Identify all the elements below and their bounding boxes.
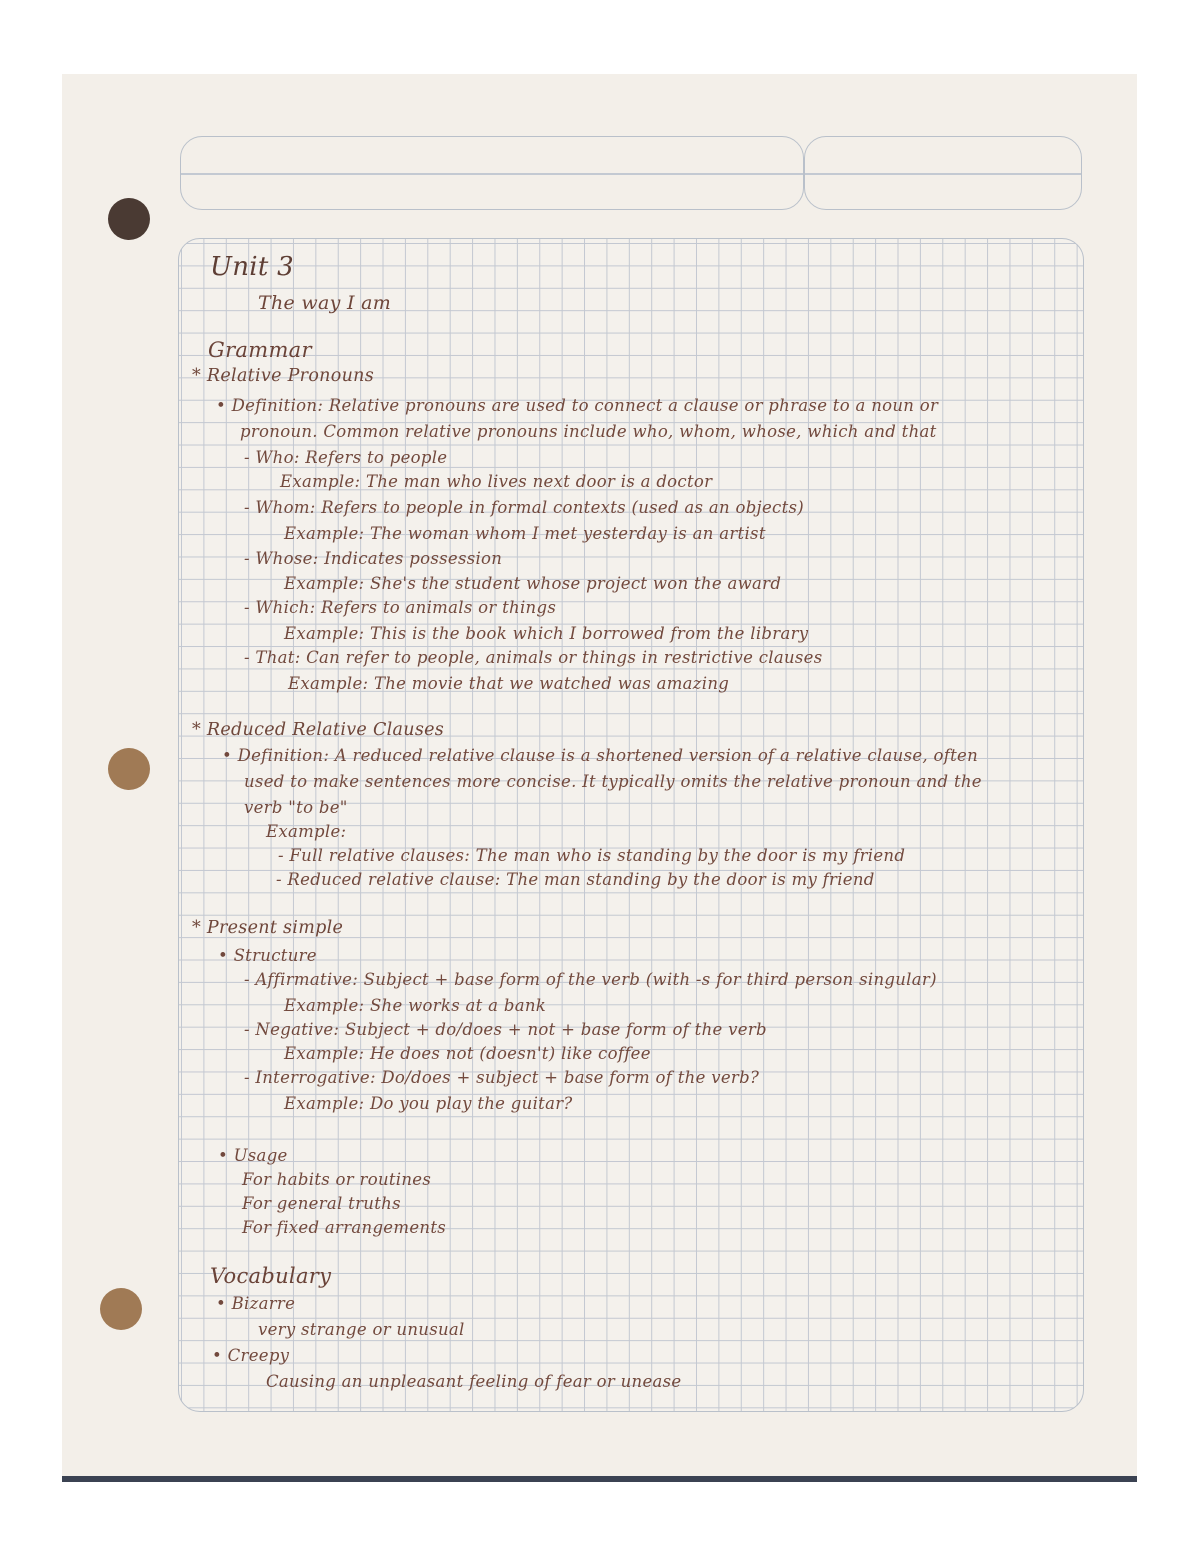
present-simple-heading: * Present simple: [192, 918, 344, 938]
grammar-heading: Grammar: [208, 338, 312, 362]
which-rule: - Which: Refers to animals or things: [244, 598, 557, 617]
page-edge-shadow: [62, 1476, 1137, 1482]
vocab-bizarre: • Bizarre: [216, 1294, 296, 1313]
vocab-bizarre-definition: very strange or unusual: [258, 1320, 465, 1339]
binder-hole-bottom: [100, 1288, 142, 1330]
unit-title: Unit 3: [210, 252, 295, 282]
header-rule: [805, 173, 1081, 175]
negative-rule: - Negative: Subject + do/does + not + base form of the verb: [244, 1020, 767, 1039]
vocabulary-heading: Vocabulary: [210, 1264, 332, 1288]
vocab-creepy-definition: Causing an unpleasant feeling of fear or unease: [266, 1372, 682, 1391]
which-example: Example: This is the book which I borrowed from the library: [284, 624, 809, 643]
whose-example: Example: She's the student whose project won the award: [284, 574, 782, 593]
reduced-relative-clause-example: - Reduced relative clause: The man standing by the door is my friend: [276, 870, 875, 889]
usage-habits: For habits or routines: [242, 1170, 432, 1189]
reduced-relative-definition-line-1: • Definition: A reduced relative clause is a shortened version of a relative clause, often: [222, 746, 979, 765]
reduced-relative-example-label: Example:: [266, 822, 347, 841]
whom-rule: - Whom: Refers to people in formal contexts (used as an objects): [244, 498, 805, 517]
reduced-relative-heading: * Reduced Relative Clauses: [192, 720, 445, 740]
header-rule: [181, 173, 803, 175]
relative-pronouns-definition-line-2: pronoun. Common relative pronouns include who, whom, whose, which and that: [240, 422, 937, 441]
whom-example: Example: The woman whom I met yesterday is an artist: [284, 524, 766, 543]
usage-label: • Usage: [218, 1146, 288, 1165]
binder-hole-middle: [108, 748, 150, 790]
vocab-creepy: • Creepy: [212, 1346, 290, 1365]
whose-rule: - Whose: Indicates possession: [244, 549, 503, 568]
reduced-relative-definition-line-3: verb "to be": [244, 798, 348, 817]
binder-hole-top: [108, 198, 150, 240]
that-example: Example: The movie that we watched was amazing: [288, 674, 730, 693]
interrogative-rule: - Interrogative: Do/does + subject + base form of the verb?: [244, 1068, 760, 1087]
who-example: Example: The man who lives next door is a doctor: [280, 472, 713, 491]
who-rule: - Who: Refers to people: [244, 448, 448, 467]
usage-general-truths: For general truths: [242, 1194, 401, 1213]
relative-pronouns-heading: * Relative Pronouns: [192, 366, 375, 386]
header-box-right: [804, 136, 1082, 210]
reduced-relative-definition-line-2: used to make sentences more concise. It typically omits the relative pronoun and the: [244, 772, 982, 791]
affirmative-example: Example: She works at a bank: [284, 996, 547, 1015]
header-box-left: [180, 136, 804, 210]
full-relative-clause-example: - Full relative clauses: The man who is standing by the door is my friend: [278, 846, 906, 865]
usage-fixed-arrangements: For fixed arrangements: [242, 1218, 447, 1237]
structure-label: • Structure: [218, 946, 317, 965]
affirmative-rule: - Affirmative: Subject + base form of the verb (with -s for third person singular): [244, 970, 937, 989]
that-rule: - That: Can refer to people, animals or things in restrictive clauses: [244, 648, 823, 667]
unit-subtitle: The way I am: [258, 292, 392, 314]
negative-example: Example: He does not (doesn't) like coffee: [284, 1044, 651, 1063]
interrogative-example: Example: Do you play the guitar?: [284, 1094, 573, 1113]
relative-pronouns-definition-line-1: • Definition: Relative pronouns are used to connect a clause or phrase to a noun or: [216, 396, 939, 415]
